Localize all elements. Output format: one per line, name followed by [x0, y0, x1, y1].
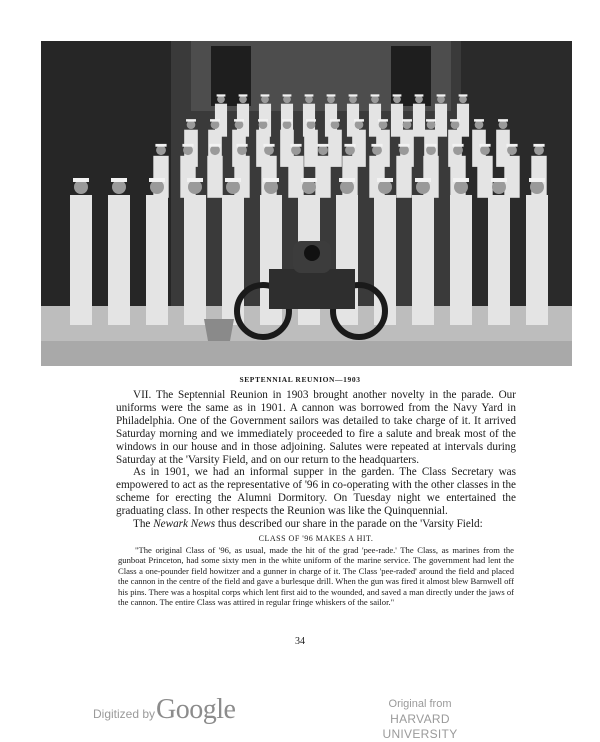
sailor-cap: [437, 94, 446, 96]
sailor-head: [454, 180, 468, 194]
sailor-figure: [184, 195, 206, 325]
sailor-head: [264, 180, 278, 194]
sailor-head: [264, 145, 274, 155]
sailor-figure: [396, 156, 411, 198]
sailor-figure: [315, 156, 330, 198]
sailor-cap: [239, 94, 248, 96]
sailor-head: [453, 145, 463, 155]
sailor-cap: [261, 94, 270, 96]
sailor-cap: [306, 119, 316, 121]
sailor-figure: [450, 195, 472, 325]
sailor-head: [291, 145, 301, 155]
sailor-cap: [506, 144, 517, 147]
sailor-cap: [290, 144, 301, 147]
sailor-cap: [452, 144, 463, 147]
sailor-cap: [371, 144, 382, 147]
sailor-cap: [301, 178, 317, 182]
sailor-head: [393, 95, 401, 103]
sailor-head: [480, 145, 490, 155]
reunion-photo: [41, 41, 572, 366]
sailor-head: [427, 120, 436, 129]
sailor-cap: [187, 178, 203, 182]
sailor-cap: [236, 144, 247, 147]
sailor-figure: [477, 156, 492, 198]
article-body: [116, 389, 516, 607]
sailor-cap: [186, 119, 196, 121]
p3-lead: The: [133, 518, 154, 531]
sailor-cap: [263, 178, 279, 182]
sailor-figure: [146, 195, 168, 325]
sailor-head: [211, 120, 220, 129]
sailor-head: [74, 180, 88, 194]
sailor-head: [307, 120, 316, 129]
digitized-by-label: Digitized by: [93, 707, 156, 721]
sailor-figure: [207, 156, 222, 198]
sailor-cap: [234, 119, 244, 121]
sailor-head: [327, 95, 335, 103]
sailor-figure: [526, 195, 548, 325]
sailor-figure: [222, 195, 244, 325]
sailor-cap: [339, 178, 355, 182]
sailor-cap: [330, 119, 340, 121]
sailor-figure: [413, 104, 425, 137]
sailor-cap: [283, 94, 292, 96]
sailor-cap: [378, 119, 388, 121]
original-from-label: Original from: [388, 698, 452, 710]
sailor-cap: [149, 178, 165, 182]
sailor-cap: [327, 94, 336, 96]
sailor-head: [345, 145, 355, 155]
sailor-cap: [354, 119, 364, 121]
p3-tail: thus described our share in the parade on the 'Varsity Field:: [215, 518, 483, 531]
paragraph-newark-news: [116, 518, 516, 531]
quote-heading: CLASS OF '96 MAKES A HIT.: [258, 533, 374, 543]
sailor-head: [210, 145, 220, 155]
sailor-head: [355, 120, 364, 129]
sailor-cap: [317, 144, 328, 147]
sailor-cap: [349, 94, 358, 96]
sailor-head: [259, 120, 268, 129]
sailor-head: [403, 120, 412, 129]
sailor-figure: [488, 195, 510, 325]
sailor-head: [416, 180, 430, 194]
sailor-head: [302, 180, 316, 194]
sailor-head: [451, 120, 460, 129]
sailor-head: [187, 120, 196, 129]
sailor-head: [226, 180, 240, 194]
sailor-head: [349, 95, 357, 103]
sailor-cap: [377, 178, 393, 182]
sailor-cap: [344, 144, 355, 147]
sailor-figure: [288, 156, 303, 198]
sailor-head: [459, 95, 467, 103]
sailor-cap: [459, 94, 468, 96]
sailor-cap: [474, 119, 484, 121]
sailor-cap: [398, 144, 409, 147]
sailor-cap: [479, 144, 490, 147]
sailor-head: [492, 180, 506, 194]
sailor-head: [340, 180, 354, 194]
sailor-cap: [533, 144, 544, 147]
photo-caption: SEPTENNIAL REUNION—1903: [239, 375, 361, 384]
newspaper-quote: "The original Class of '96, as usual, made the hit of the grad 'pee-rade.' The Class, as marines from the gunboat Princeton, had some sixty men in the white uniform of the marine service. The government had lent the Class a one-pounder field howitzer and a gunner in charge of it. The Class 'pee-raded' around the field and placed the cannon in the centre of the field and gave a burlesque drill. When the gun was fired it almost blew Barnwell off his pins. There was a hospital corps which lent first aid to the wounded, and saved a man directly under the jaws of the cannon. The entire Class was attired in regular fringe whiskers of the sailor.": [118, 544, 514, 607]
harvard-university-label: HARVARD UNIVERSITY: [382, 712, 458, 741]
sailor-cap: [263, 144, 274, 147]
sailor-head: [261, 95, 269, 103]
sailor-head: [217, 95, 225, 103]
sailor-head: [499, 120, 508, 129]
sailor-cap: [498, 119, 508, 121]
sailor-head: [378, 180, 392, 194]
sailor-head: [188, 180, 202, 194]
sailor-head: [379, 120, 388, 129]
sailor-head: [371, 95, 379, 103]
sailor-head: [399, 145, 409, 155]
sailor-head: [239, 95, 247, 103]
sailor-head: [372, 145, 382, 155]
sailor-head: [150, 180, 164, 194]
sailor-head: [283, 95, 291, 103]
sailor-head: [305, 95, 313, 103]
sailor-cap: [371, 94, 380, 96]
sailor-cap: [182, 144, 193, 147]
sailor-cap: [210, 119, 220, 121]
sailor-head: [156, 145, 166, 155]
sailor-cap: [402, 119, 412, 121]
sailor-head: [507, 145, 517, 155]
sailor-head: [415, 95, 423, 103]
sailor-cap: [217, 94, 226, 96]
sailor-cap: [73, 178, 89, 182]
sailor-cap: [415, 178, 431, 182]
sailor-head: [437, 95, 445, 103]
sailor-head: [237, 145, 247, 155]
sailor-head: [475, 120, 484, 129]
sailor-cap: [491, 178, 507, 182]
sailor-cap: [529, 178, 545, 182]
sailor-cap: [415, 94, 424, 96]
sailor-cap: [453, 178, 469, 182]
sailor-cap: [426, 119, 436, 121]
sailor-head: [534, 145, 544, 155]
sailor-figure: [70, 195, 92, 325]
sailor-figure: [412, 195, 434, 325]
sailor-cap: [258, 119, 268, 121]
sailor-figure: [504, 156, 519, 198]
sailor-cap: [225, 178, 241, 182]
sailor-cap: [282, 119, 292, 121]
sailor-cap: [155, 144, 166, 147]
sailor-cap: [305, 94, 314, 96]
original-source: [355, 697, 485, 742]
sailor-head: [183, 145, 193, 155]
sailor-head: [530, 180, 544, 194]
sailor-head: [331, 120, 340, 129]
sailor-cap: [393, 94, 402, 96]
sailor-cap: [111, 178, 127, 182]
sailor-head: [426, 145, 436, 155]
newspaper-name: Newark News: [153, 518, 216, 531]
sailor-head: [318, 145, 328, 155]
google-logo: Google: [156, 694, 236, 725]
sailor-cap: [209, 144, 220, 147]
sailor-head: [235, 120, 244, 129]
page-number: 34: [295, 636, 305, 647]
sailor-cap: [425, 144, 436, 147]
reunion-photo-drawing: [41, 41, 572, 366]
sailor-cap: [450, 119, 460, 121]
paragraph-supper: As in 1901, we had an informal supper in the garden. The Class Secretary was empowered to act as the representative of '96 in co-operating with the other classes in the scheme for erecting the Alumni Dormitory. On Tuesday night we entertained the graduating class. In other respects the Reunion was like the Quinquennial.: [116, 466, 516, 518]
paragraph-septennial: VII. The Septennial Reunion in 1903 brought another novelty in the parade. Our uniforms were the same as in 1901. A cannon was borrowed from the Navy Yard in Philadelphia. One of the Government sailors was detailed to take charge of it. It arrived Saturday morning and we immediately proceeded to fire a salute and break most of the windows in our house and in those adjoining. Salutes were repeated at intervals during Saturday at the 'Varsity Field, and on our return to the headquarters.: [116, 389, 516, 466]
sailor-head: [112, 180, 126, 194]
sailor-head: [283, 120, 292, 129]
sailor-figure: [108, 195, 130, 325]
